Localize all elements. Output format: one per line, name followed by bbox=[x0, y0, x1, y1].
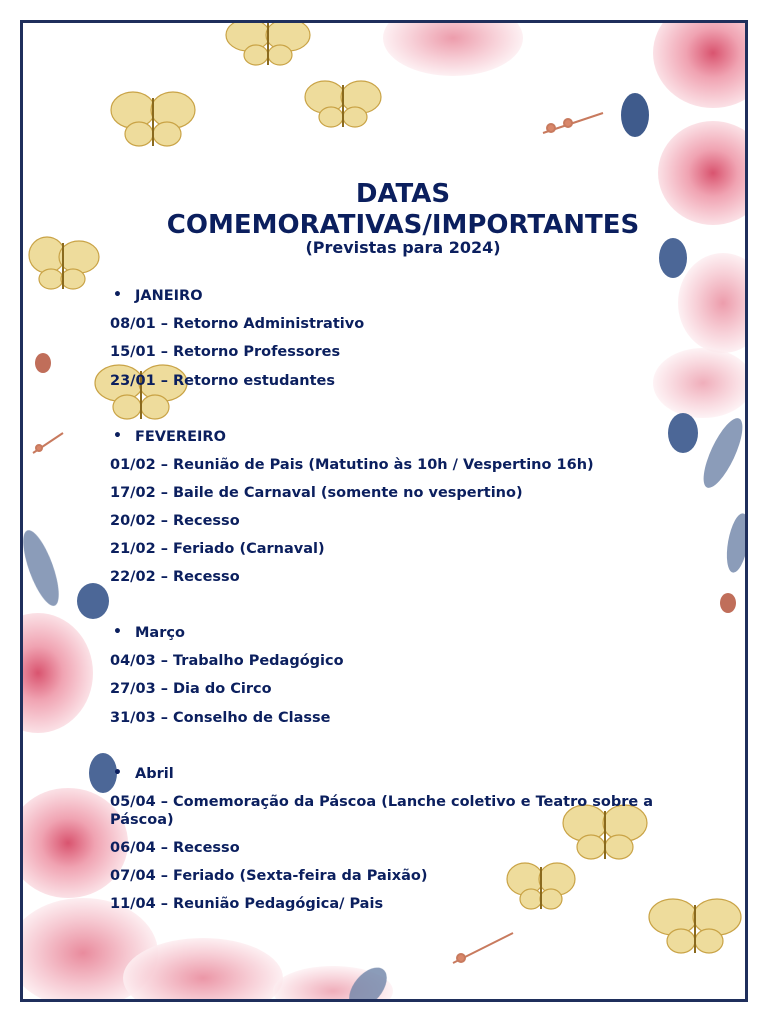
list-item: 01/02 – Reunião de Pais (Matutino às 10h / Vespertino 16h) bbox=[110, 457, 594, 473]
list-item: 20/02 – Recesso bbox=[110, 513, 240, 529]
list-item: 05/04 – Comemoração da Páscoa (Lanche coletivo e Teatro sobre a Páscoa) bbox=[110, 794, 654, 828]
section-heading-fevereiro: • FEVEREIRO bbox=[113, 428, 226, 445]
page-title-line1: DATAS bbox=[355, 179, 451, 209]
calendar-content bbox=[23, 23, 745, 999]
list-item: 23/01 – Retorno estudantes bbox=[110, 373, 335, 389]
list-item: 31/03 – Conselho de Classe bbox=[110, 710, 331, 726]
list-item: 11/04 – Reunião Pedagógica/ Pais bbox=[110, 896, 384, 912]
list-item: 06/04 – Recesso bbox=[110, 840, 240, 856]
page-subtitle: (Previstas para 2024) bbox=[305, 238, 501, 257]
section-heading-abril: • Abril bbox=[113, 765, 174, 782]
list-item: 07/04 – Feriado (Sexta-feira da Paixão) bbox=[110, 868, 428, 884]
list-item: 21/02 – Feriado (Carnaval) bbox=[110, 541, 325, 557]
list-item: 27/03 – Dia do Circo bbox=[110, 681, 272, 697]
list-item: 15/01 – Retorno Professores bbox=[110, 344, 341, 360]
list-item: 17/02 – Baile de Carnaval (somente no vespertino) bbox=[110, 485, 523, 501]
page-frame bbox=[20, 20, 748, 1002]
page-title-line2: COMEMORATIVAS/IMPORTANTES bbox=[166, 210, 640, 240]
list-item: 04/03 – Trabalho Pedagógico bbox=[110, 653, 344, 669]
section-heading-janeiro: • JANEIRO bbox=[113, 287, 203, 304]
list-item: 08/01 – Retorno Administrativo bbox=[110, 316, 365, 332]
list-item: 22/02 – Recesso bbox=[110, 569, 240, 585]
section-heading-marco: • Março bbox=[113, 624, 185, 641]
